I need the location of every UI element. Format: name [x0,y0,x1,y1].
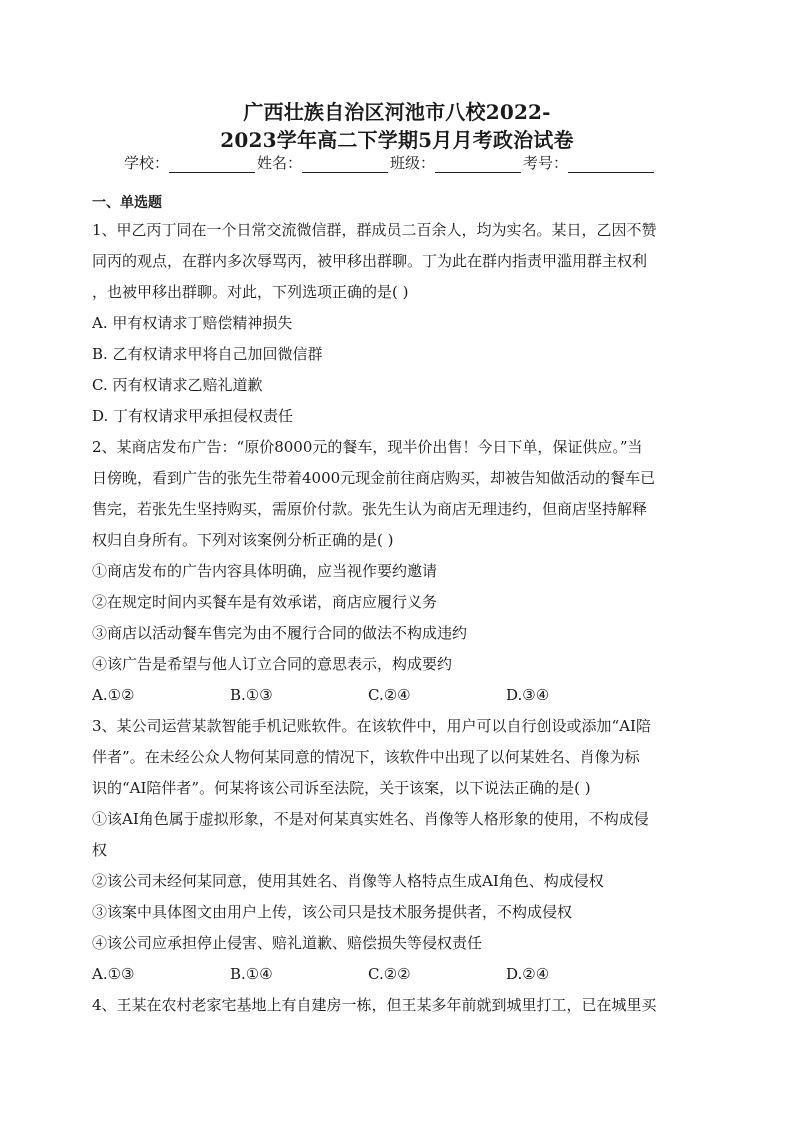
q2-stem-line: 售完，若张先生坚持购买，需原价付款。张先生认为商店无理违约，但商店坚持解释 [92,500,648,518]
q3-choice-a: A.①③ [92,965,135,983]
school-blank[interactable] [169,156,255,173]
q2-statement: ④该广告是希望与他人订立合同的意思表示，构成要约 [92,655,453,673]
exam-number-label: 考号： [523,154,569,172]
name-label: 姓名： [257,154,303,172]
name-blank[interactable] [302,156,388,173]
section-title: 一、单选题 [92,195,162,211]
q3-stem-line: 3、某公司运营某款智能手机记账软件。在该软件中，用户可以自行创设或添加“AI陪 [92,717,651,735]
q2-choice-b: B.①③ [230,686,273,704]
q3-choices [92,959,712,990]
q3-statement: ④该公司应承担停止侵害、赔礼道歉、赔偿损失等侵权责任 [92,934,483,952]
q2-stem-line: 2、某商店发布广告：“原价8000元的餐车，现半价出售！今日下单，保证供应。”当 [92,438,643,456]
q2-stem-line: 日傍晚，看到广告的张先生带着4000元现金前往商店购买，却被告知做活动的餐车已 [92,469,656,487]
q2-statement: ①商店发布的广告内容具体明确，应当视作要约邀请 [92,562,438,580]
q2-statement: ②在规定时间内买餐车是有效承诺，商店应履行义务 [92,593,438,611]
q1-option-c: C. 丙有权请求乙赔礼道歉 [92,376,263,394]
questions [92,215,712,1021]
q3-stem-line: 识的“AI陪伴者”。何某将该公司诉至法院，关于该案，以下说法正确的是( ) [92,779,591,797]
q1-option-d: D. 丁有权请求甲承担侵权责任 [92,407,294,425]
q3-choice-c: C.②② [368,965,411,983]
exam-title-line1: 广西壮族自治区河池市八校2022- [243,100,551,124]
q2-statement: ③商店以活动餐车售完为由不履行合同的做法不构成违约 [92,624,468,642]
q3-statement: 权 [92,841,108,859]
q3-statement: ①该AI角色属于虚拟形象，不是对何某真实姓名、肖像等人格形象的使用，不构成侵 [92,810,649,828]
class-blank[interactable] [435,156,521,173]
q2-choice-d: D.③④ [506,686,550,704]
school-label: 学校： [124,154,170,172]
student-info-row [124,152,656,173]
q2-choice-c: C.②④ [368,686,411,704]
q1-stem-line: 1、甲乙丙丁同在一个日常交流微信群，群成员二百余人，均为实名。某日，乙因不赞 [92,221,657,239]
q3-statement: ③该案中具体图文由用户上传，该公司只是技术服务提供者，不构成侵权 [92,903,573,921]
q3-statement: ②该公司未经何某同意，使用其姓名、肖像等人格特点生成AI角色、构成侵权 [92,872,604,890]
class-label: 班级： [390,154,436,172]
q3-stem-line: 伴者”。在未经公众人物何某同意的情况下，该软件中出现了以何某姓名、肖像为标 [92,748,640,766]
q1-stem-line: ，也被甲移出群聊。对此，下列选项正确的是( ) [92,283,409,301]
q2-choice-a: A.①② [92,686,135,704]
q4-stem-line: 4、王某在农村老家宅基地上有自建房一栋，但王某多年前就到城里打工，已在城里买 [92,996,657,1014]
q3-choice-d: D.②④ [506,965,550,983]
q1-option-a: A. 甲有权请求丁赔偿精神损失 [92,314,293,332]
q2-stem-line: 权归自身所有。下列对该案例分析正确的是( ) [92,531,394,549]
q1-option-b: B. 乙有权请求甲将自己加回微信群 [92,345,323,363]
exam-title-line2: 2023学年高二下学期5月月考政治试卷 [220,128,574,152]
q3-choice-b: B.①④ [230,965,273,983]
q1-stem-line: 同丙的观点，在群内多次辱骂丙，被甲移出群聊。丁为此在群内指责甲滥用群主权利 [92,252,648,270]
exam-number-blank[interactable] [568,156,654,173]
q2-choices [92,680,712,711]
